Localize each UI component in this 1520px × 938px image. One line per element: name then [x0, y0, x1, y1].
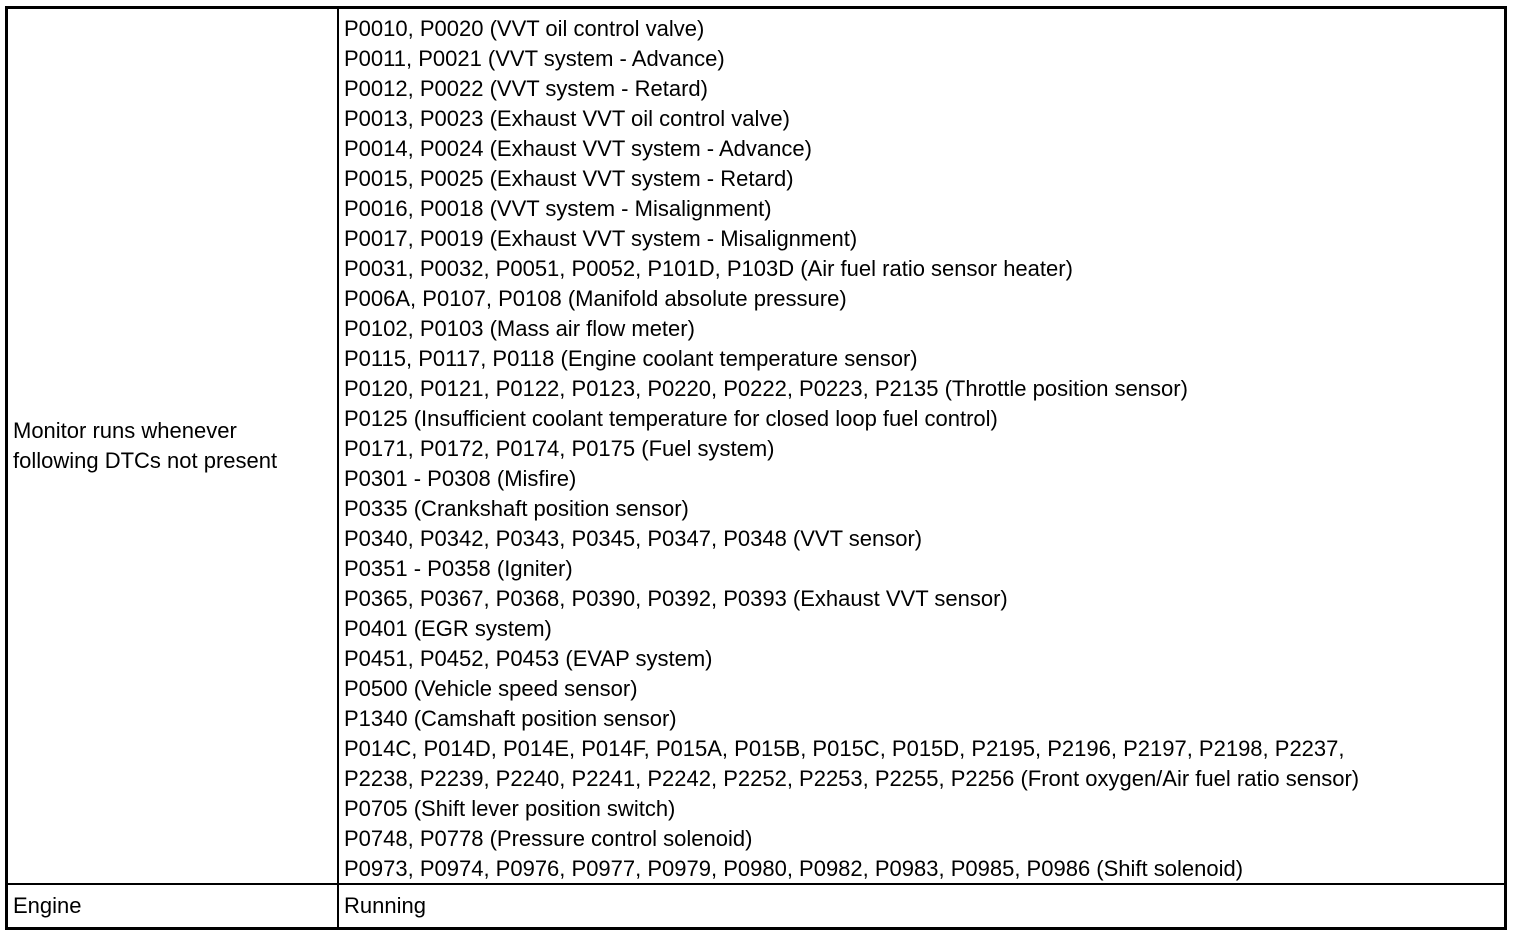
- dtc-line: P0010, P0020 (VVT oil control valve): [344, 16, 705, 41]
- row-label-monitor-conditions: [8, 9, 339, 885]
- dtc-line: P0102, P0103 (Mass air flow meter): [344, 316, 695, 341]
- dtc-line: P0011, P0021 (VVT system - Advance): [344, 46, 725, 71]
- dtc-line: P0115, P0117, P0118 (Engine coolant temperature sensor): [344, 346, 918, 371]
- dtc-line: P0017, P0019 (Exhaust VVT system - Misalignment): [344, 226, 858, 251]
- engine-label: Engine: [13, 893, 82, 918]
- dtc-line: P0351 - P0358 (Igniter): [344, 556, 573, 581]
- dtc-line: P0500 (Vehicle speed sensor): [344, 676, 638, 701]
- dtc-line: P0012, P0022 (VVT system - Retard): [344, 76, 708, 101]
- label-line: Monitor runs whenever: [13, 418, 237, 443]
- dtc-line: P0013, P0023 (Exhaust VVT oil control valve): [344, 106, 790, 131]
- dtc-line: P1340 (Camshaft position sensor): [344, 706, 677, 731]
- dtc-line: P0301 - P0308 (Misfire): [344, 466, 577, 491]
- dtc-line: P0014, P0024 (Exhaust VVT system - Advance): [344, 136, 812, 161]
- dtc-line: P0015, P0025 (Exhaust VVT system - Retard): [344, 166, 794, 191]
- dtc-line: P0973, P0974, P0976, P0977, P0979, P0980, P0982, P0983, P0985, P0986 (Shift solenoid): [344, 856, 1244, 881]
- row-label-engine: [8, 885, 339, 927]
- dtc-line: P014C, P014D, P014E, P014F, P015A, P015B, P015C, P015D, P2195, P2196, P2197, P2198, P2237,: [344, 736, 1345, 761]
- dtc-line: P0340, P0342, P0343, P0345, P0347, P0348 (VVT sensor): [344, 526, 923, 551]
- dtc-line: P0401 (EGR system): [344, 616, 552, 641]
- engine-value: Running: [344, 893, 426, 918]
- dtc-line: P0031, P0032, P0051, P0052, P101D, P103D (Air fuel ratio sensor heater): [344, 256, 1073, 281]
- dtc-line: P0451, P0452, P0453 (EVAP system): [344, 646, 713, 671]
- dtc-line: P0016, P0018 (VVT system - Misalignment): [344, 196, 772, 221]
- dtc-line: P0748, P0778 (Pressure control solenoid): [344, 826, 753, 851]
- dtc-line: P0171, P0172, P0174, P0175 (Fuel system): [344, 436, 775, 461]
- dtc-line: P2238, P2239, P2240, P2241, P2242, P2252, P2253, P2255, P2256 (Front oxygen/Air fuel ratio sensor): [344, 766, 1360, 791]
- dtc-list-cell: [339, 9, 1504, 885]
- dtc-line: P0125 (Insufficient coolant temperature for closed loop fuel control): [344, 406, 998, 431]
- label-text-block: [13, 416, 277, 476]
- dtc-line: P0335 (Crankshaft position sensor): [344, 496, 689, 521]
- engine-value-cell: [339, 885, 1504, 927]
- conditions-table: [5, 6, 1507, 930]
- dtc-line: P0365, P0367, P0368, P0390, P0392, P0393 (Exhaust VVT sensor): [344, 586, 1008, 611]
- dtc-line: P006A, P0107, P0108 (Manifold absolute pressure): [344, 286, 847, 311]
- dtc-line: P0120, P0121, P0122, P0123, P0220, P0222, P0223, P2135 (Throttle position sensor): [344, 376, 1188, 401]
- dtc-line: P0705 (Shift lever position switch): [344, 796, 676, 821]
- label-line: following DTCs not present: [13, 448, 278, 473]
